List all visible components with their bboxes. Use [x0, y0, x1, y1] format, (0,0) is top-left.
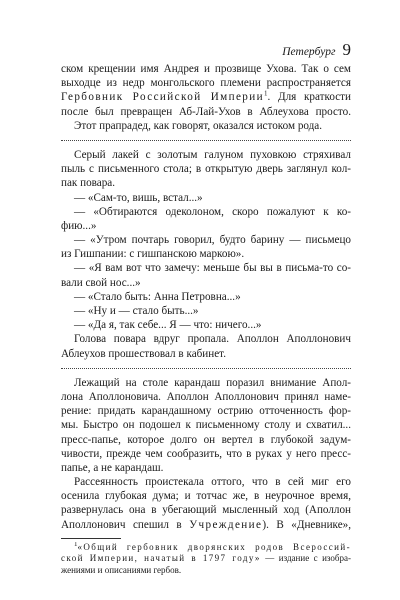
- text-fragment: Аполлонович спешил в: [61, 518, 190, 531]
- text-line: пресс-папье, которое долго он вертел в глубокой задум-: [61, 433, 351, 446]
- dialogue-line: из Гишпании: с гишпанскою маркою».: [61, 248, 245, 261]
- footnote-title: «Общий гербовник дворянских родов Всероссий-: [77, 541, 351, 552]
- text-fragment: . Для краткости: [267, 91, 351, 104]
- text-line: пак повара.: [61, 177, 115, 190]
- footnote-rule: [61, 538, 121, 539]
- dialogue-line: — «Утром почтарь говорил, будто барину — письмецо: [74, 234, 351, 247]
- text-line: [61, 518, 351, 532]
- section-2: [61, 148, 351, 361]
- text-line: Голова повара вдруг пропала. Аполлон Аполлонович: [74, 333, 351, 346]
- text-line: Лежащий на столе карандаш поразил внимание Апол-: [74, 376, 351, 389]
- book-page: [61, 40, 351, 576]
- text-line: пыль с письменного стола; в открытую дверь заглянул кол-: [61, 163, 351, 176]
- footnote: [61, 542, 351, 577]
- text-line: рение: придать карандашному острию отточенность фор-: [61, 405, 351, 418]
- text-line: Этот прапрадед, как говорят, оказался истоком рода.: [74, 119, 323, 132]
- text-line: ском крещении имя Андрея и прозвище Ухова. Так о сем: [61, 63, 351, 75]
- text-line: развернулась она в убегающий мысленный ход (Аполлон: [61, 504, 351, 517]
- text-line: чивости, прежде чем сообразить, что в руках у него пресс-: [61, 447, 351, 460]
- section-divider: [61, 361, 351, 376]
- dialogue-line: — «Обтираются одеколоном, скоро пожалуют к ко-: [74, 205, 351, 218]
- section-3: [61, 376, 351, 532]
- spaced-title: Гербовник Российской Империи: [61, 91, 264, 104]
- text-line: Рассеянность проистекала оттого, что в сей миг его: [74, 476, 351, 489]
- page-number: 9: [342, 40, 351, 59]
- footnote-title: ской Империи, начатый в 1797 году»: [61, 553, 261, 564]
- dialogue-line: — «Ну и — стало быть...»: [74, 305, 199, 317]
- text-fragment: ). В «Дневнике»,: [262, 518, 351, 531]
- text-line: после был превращен Аб-Лай-Ухов в Аблеухова просто.: [61, 105, 351, 118]
- dialogue-line: фию...»: [61, 219, 97, 232]
- text-line: [61, 90, 351, 104]
- section-1: [61, 62, 351, 133]
- section-divider: [61, 133, 351, 148]
- dialogue-line: — «Сам-то, вишь, встал...»: [74, 191, 203, 204]
- spaced-word: Учреждение: [189, 518, 263, 531]
- dialogue-line: — «Я вам вот что замечу: меньше бы вы в письма-то со-: [74, 262, 351, 275]
- text-line: Аблеухов прошествовал в кабинет.: [61, 347, 226, 360]
- footnote-line: [61, 542, 351, 554]
- text-line: Серый лакей с золотым галуном пуховкою стряхивал: [74, 148, 351, 161]
- footnote-ref: 1: [264, 90, 268, 98]
- dialogue-line: — «Стало быть: Анна Петровна...»: [74, 290, 241, 303]
- footnote-line: [61, 553, 351, 565]
- text-fragment: — издание с изобра-: [260, 553, 351, 564]
- dialogue-line: вали свой нос...»: [61, 276, 141, 289]
- running-head: [61, 40, 351, 62]
- text-line: папье, а не карандаш.: [61, 461, 164, 474]
- footnote-marker: 1: [74, 541, 78, 548]
- dialogue-line: — «Да я, так себе... Я — что: ничего...»: [74, 319, 262, 332]
- text-line: выходце из недр монгольского племени распространяется: [61, 77, 351, 90]
- running-title: Петербург: [282, 46, 336, 58]
- footnote-line: жениями и описаниями гербов.: [61, 564, 182, 575]
- text-line: мы. Быстро он подошел к письменному столу и схватил...: [61, 419, 351, 432]
- text-line: лона Аполлоновича. Аполлон Аполлонович принял наме-: [61, 390, 351, 403]
- text-line: осенила глубокая дума; и тотчас же, в неурочное время,: [61, 490, 351, 503]
